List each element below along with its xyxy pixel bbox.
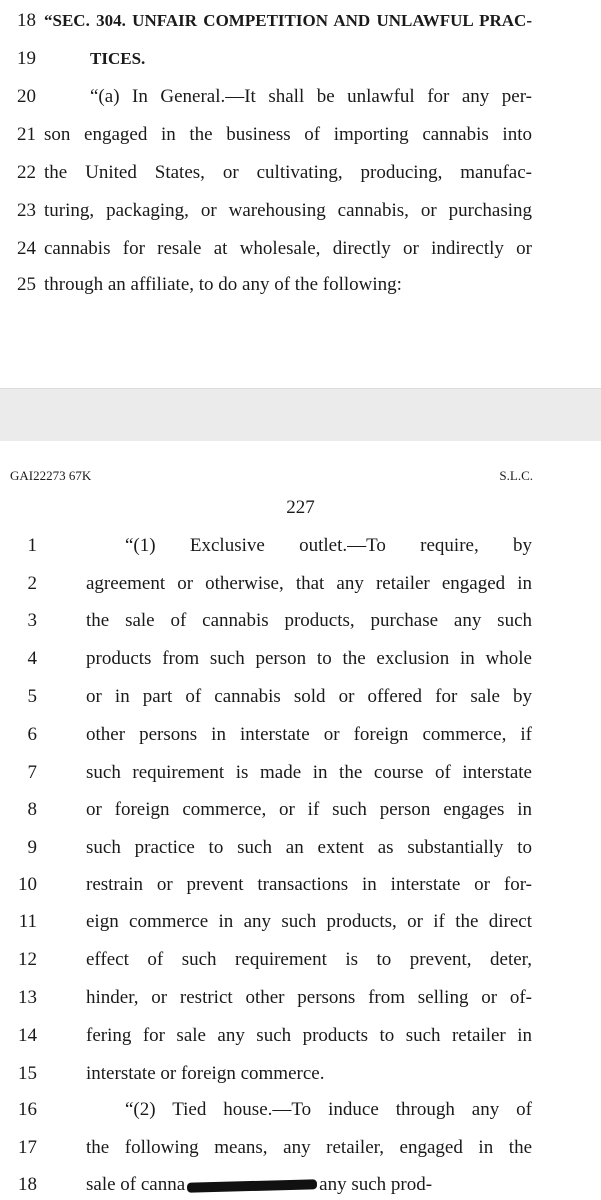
page-top bbox=[0, 0, 601, 388]
subsection-text: “(1) Exclusive outlet.—To require, by bbox=[125, 535, 532, 556]
text-before-redaction: sale of canna bbox=[86, 1174, 186, 1195]
paragraph-line: cannabis for resale at wholesale, directly or indirectly or bbox=[44, 238, 532, 259]
paragraph-line: effect of such requirement is to prevent, deter, bbox=[86, 949, 532, 970]
line-number: 1 bbox=[27, 535, 37, 556]
paragraph-line: restrain or prevent transactions in interstate or for- bbox=[86, 874, 532, 895]
line-number: 19 bbox=[17, 48, 36, 69]
paragraph-line: or in part of cannabis sold or offered for sale by bbox=[86, 686, 532, 707]
paragraph-line: interstate or foreign commerce. bbox=[86, 1063, 325, 1084]
line-number: 15 bbox=[18, 1063, 37, 1084]
redaction-mark bbox=[187, 1179, 317, 1192]
line-number: 17 bbox=[18, 1137, 37, 1158]
line-number: 21 bbox=[17, 124, 36, 145]
line-number: 8 bbox=[27, 799, 37, 820]
text-after-redaction: any such prod- bbox=[319, 1174, 433, 1195]
paragraph-line: the United States, or cultivating, producing, manufac- bbox=[44, 162, 532, 183]
line-number: 9 bbox=[27, 837, 37, 858]
page-number: 227 bbox=[286, 497, 315, 518]
line-number: 24 bbox=[17, 238, 36, 259]
document-id: GAI22273 67K bbox=[10, 468, 92, 483]
line-number: 18 bbox=[18, 1174, 37, 1195]
paragraph-line: such requirement is made in the course of interstate bbox=[86, 762, 532, 783]
line-number: 2 bbox=[27, 573, 37, 594]
paragraph-line: “(a) In General.—It shall be unlawful for any per- bbox=[90, 86, 532, 107]
line-number: 25 bbox=[17, 274, 36, 295]
paragraph-line: such practice to such an extent as substantially to bbox=[86, 837, 532, 858]
line-number: 22 bbox=[17, 162, 36, 183]
section-heading-cont: TICES. bbox=[90, 49, 146, 68]
line-number: 10 bbox=[18, 874, 37, 895]
line-number: 11 bbox=[18, 911, 37, 932]
paragraph-line-redacted bbox=[86, 1174, 432, 1196]
line-number: 23 bbox=[17, 200, 36, 221]
page-separator bbox=[0, 388, 601, 442]
line-number: 7 bbox=[27, 762, 37, 783]
paragraph-line: the sale of cannabis products, purchase any such bbox=[86, 610, 532, 631]
paragraph-line: or foreign commerce, or if such person engages in bbox=[86, 799, 532, 820]
paragraph-line: agreement or otherwise, that any retailer engaged in bbox=[86, 573, 532, 594]
paragraph-line: son engaged in the business of importing cannabis into bbox=[44, 124, 532, 145]
paragraph-line: through an affiliate, to do any of the following: bbox=[44, 274, 402, 295]
line-number: 18 bbox=[17, 10, 36, 31]
paragraph-line: eign commerce in any such products, or if the direct bbox=[86, 911, 532, 932]
paragraph-line bbox=[125, 535, 532, 557]
paragraph-line: hinder, or restrict other persons from selling or of- bbox=[86, 987, 532, 1008]
paragraph-line: products from such person to the exclusion in whole bbox=[86, 648, 532, 669]
paragraph-line: the following means, any retailer, engaged in the bbox=[86, 1137, 532, 1158]
paragraph-line: turing, packaging, or warehousing cannabis, or purchasing bbox=[44, 200, 532, 221]
paragraph-line: other persons in interstate or foreign commerce, if bbox=[86, 724, 532, 745]
line-number: 14 bbox=[18, 1025, 37, 1046]
line-number: 20 bbox=[17, 86, 36, 107]
section-heading: “SEC. 304. UNFAIR COMPETITION AND UNLAWFUL PRAC- bbox=[44, 11, 532, 30]
paragraph-line: “(2) Tied house.—To induce through any of bbox=[125, 1099, 532, 1120]
office-code: S.L.C. bbox=[499, 468, 533, 483]
line-number: 16 bbox=[18, 1099, 37, 1120]
line-number: 6 bbox=[27, 724, 37, 745]
line-number: 13 bbox=[18, 987, 37, 1008]
line-number: 5 bbox=[27, 686, 37, 707]
line-number: 4 bbox=[27, 648, 37, 669]
paragraph-line: fering for sale any such products to such retailer in bbox=[86, 1025, 532, 1046]
line-number: 3 bbox=[27, 610, 37, 631]
line-number: 12 bbox=[18, 949, 37, 970]
